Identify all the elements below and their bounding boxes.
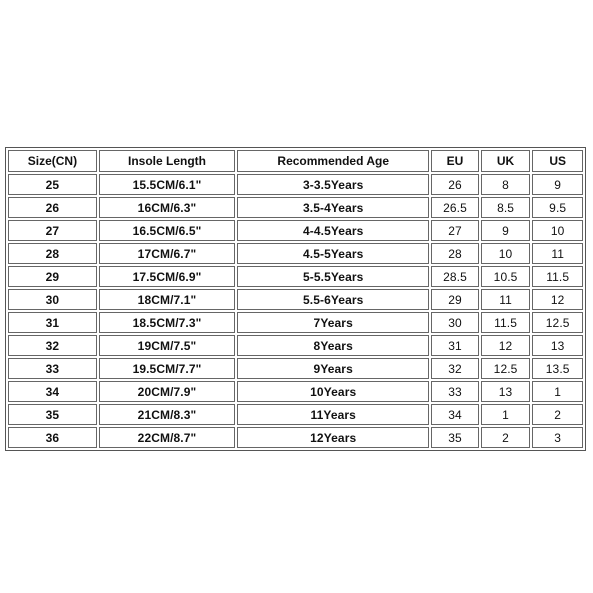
table-row xyxy=(8,335,583,356)
cell-eu: 28.5 xyxy=(431,266,479,287)
table-row xyxy=(8,404,583,425)
table-row xyxy=(8,197,583,218)
cell-recommended-age: 10Years xyxy=(237,381,429,402)
cell-insole-length: 16.5CM/6.5" xyxy=(99,220,235,241)
cell-us: 1 xyxy=(532,381,583,402)
cell-eu: 35 xyxy=(431,427,479,448)
cell-recommended-age: 12Years xyxy=(237,427,429,448)
cell-size-cn: 30 xyxy=(8,289,97,310)
cell-insole-length: 18CM/7.1" xyxy=(99,289,235,310)
table-header xyxy=(8,150,583,172)
table-body xyxy=(8,174,583,448)
cell-uk: 1 xyxy=(481,404,531,425)
table-row xyxy=(8,174,583,195)
header-recommended-age: Recommended Age xyxy=(237,150,429,172)
size-chart-table xyxy=(5,147,586,451)
cell-insole-length: 17.5CM/6.9" xyxy=(99,266,235,287)
table-row xyxy=(8,381,583,402)
table-row xyxy=(8,427,583,448)
cell-uk: 8 xyxy=(481,174,531,195)
cell-recommended-age: 5-5.5Years xyxy=(237,266,429,287)
cell-insole-length: 18.5CM/7.3" xyxy=(99,312,235,333)
cell-insole-length: 22CM/8.7" xyxy=(99,427,235,448)
cell-us: 9 xyxy=(532,174,583,195)
cell-uk: 10.5 xyxy=(481,266,531,287)
cell-size-cn: 29 xyxy=(8,266,97,287)
cell-us: 12 xyxy=(532,289,583,310)
cell-eu: 26 xyxy=(431,174,479,195)
cell-eu: 26.5 xyxy=(431,197,479,218)
cell-us: 11.5 xyxy=(532,266,583,287)
cell-insole-length: 20CM/7.9" xyxy=(99,381,235,402)
cell-size-cn: 34 xyxy=(8,381,97,402)
cell-insole-length: 19.5CM/7.7" xyxy=(99,358,235,379)
header-insole-length: Insole Length xyxy=(99,150,235,172)
cell-insole-length: 21CM/8.3" xyxy=(99,404,235,425)
cell-size-cn: 25 xyxy=(8,174,97,195)
cell-size-cn: 36 xyxy=(8,427,97,448)
cell-size-cn: 35 xyxy=(8,404,97,425)
cell-us: 12.5 xyxy=(532,312,583,333)
cell-recommended-age: 3-3.5Years xyxy=(237,174,429,195)
cell-us: 10 xyxy=(532,220,583,241)
table-row xyxy=(8,266,583,287)
cell-eu: 28 xyxy=(431,243,479,264)
cell-uk: 8.5 xyxy=(481,197,531,218)
cell-eu: 31 xyxy=(431,335,479,356)
cell-insole-length: 15.5CM/6.1" xyxy=(99,174,235,195)
cell-insole-length: 19CM/7.5" xyxy=(99,335,235,356)
cell-uk: 13 xyxy=(481,381,531,402)
cell-uk: 12 xyxy=(481,335,531,356)
cell-insole-length: 16CM/6.3" xyxy=(99,197,235,218)
cell-size-cn: 32 xyxy=(8,335,97,356)
cell-us: 13 xyxy=(532,335,583,356)
header-size-cn: Size(CN) xyxy=(8,150,97,172)
cell-uk: 9 xyxy=(481,220,531,241)
table-row xyxy=(8,312,583,333)
cell-us: 3 xyxy=(532,427,583,448)
cell-us: 11 xyxy=(532,243,583,264)
cell-eu: 32 xyxy=(431,358,479,379)
cell-uk: 11 xyxy=(481,289,531,310)
cell-size-cn: 27 xyxy=(8,220,97,241)
table-row xyxy=(8,358,583,379)
cell-eu: 27 xyxy=(431,220,479,241)
cell-recommended-age: 11Years xyxy=(237,404,429,425)
table-row xyxy=(8,243,583,264)
cell-insole-length: 17CM/6.7" xyxy=(99,243,235,264)
header-us: US xyxy=(532,150,583,172)
cell-size-cn: 26 xyxy=(8,197,97,218)
header-eu: EU xyxy=(431,150,479,172)
cell-uk: 10 xyxy=(481,243,531,264)
cell-eu: 34 xyxy=(431,404,479,425)
header-row xyxy=(8,150,583,172)
cell-recommended-age: 3.5-4Years xyxy=(237,197,429,218)
cell-size-cn: 31 xyxy=(8,312,97,333)
cell-recommended-age: 9Years xyxy=(237,358,429,379)
cell-us: 13.5 xyxy=(532,358,583,379)
cell-uk: 2 xyxy=(481,427,531,448)
table-row xyxy=(8,220,583,241)
cell-recommended-age: 8Years xyxy=(237,335,429,356)
cell-size-cn: 33 xyxy=(8,358,97,379)
cell-us: 9.5 xyxy=(532,197,583,218)
cell-eu: 33 xyxy=(431,381,479,402)
cell-eu: 29 xyxy=(431,289,479,310)
cell-eu: 30 xyxy=(431,312,479,333)
cell-recommended-age: 4.5-5Years xyxy=(237,243,429,264)
cell-uk: 11.5 xyxy=(481,312,531,333)
cell-uk: 12.5 xyxy=(481,358,531,379)
cell-us: 2 xyxy=(532,404,583,425)
cell-size-cn: 28 xyxy=(8,243,97,264)
table-row xyxy=(8,289,583,310)
cell-recommended-age: 4-4.5Years xyxy=(237,220,429,241)
cell-recommended-age: 5.5-6Years xyxy=(237,289,429,310)
cell-recommended-age: 7Years xyxy=(237,312,429,333)
header-uk: UK xyxy=(481,150,531,172)
